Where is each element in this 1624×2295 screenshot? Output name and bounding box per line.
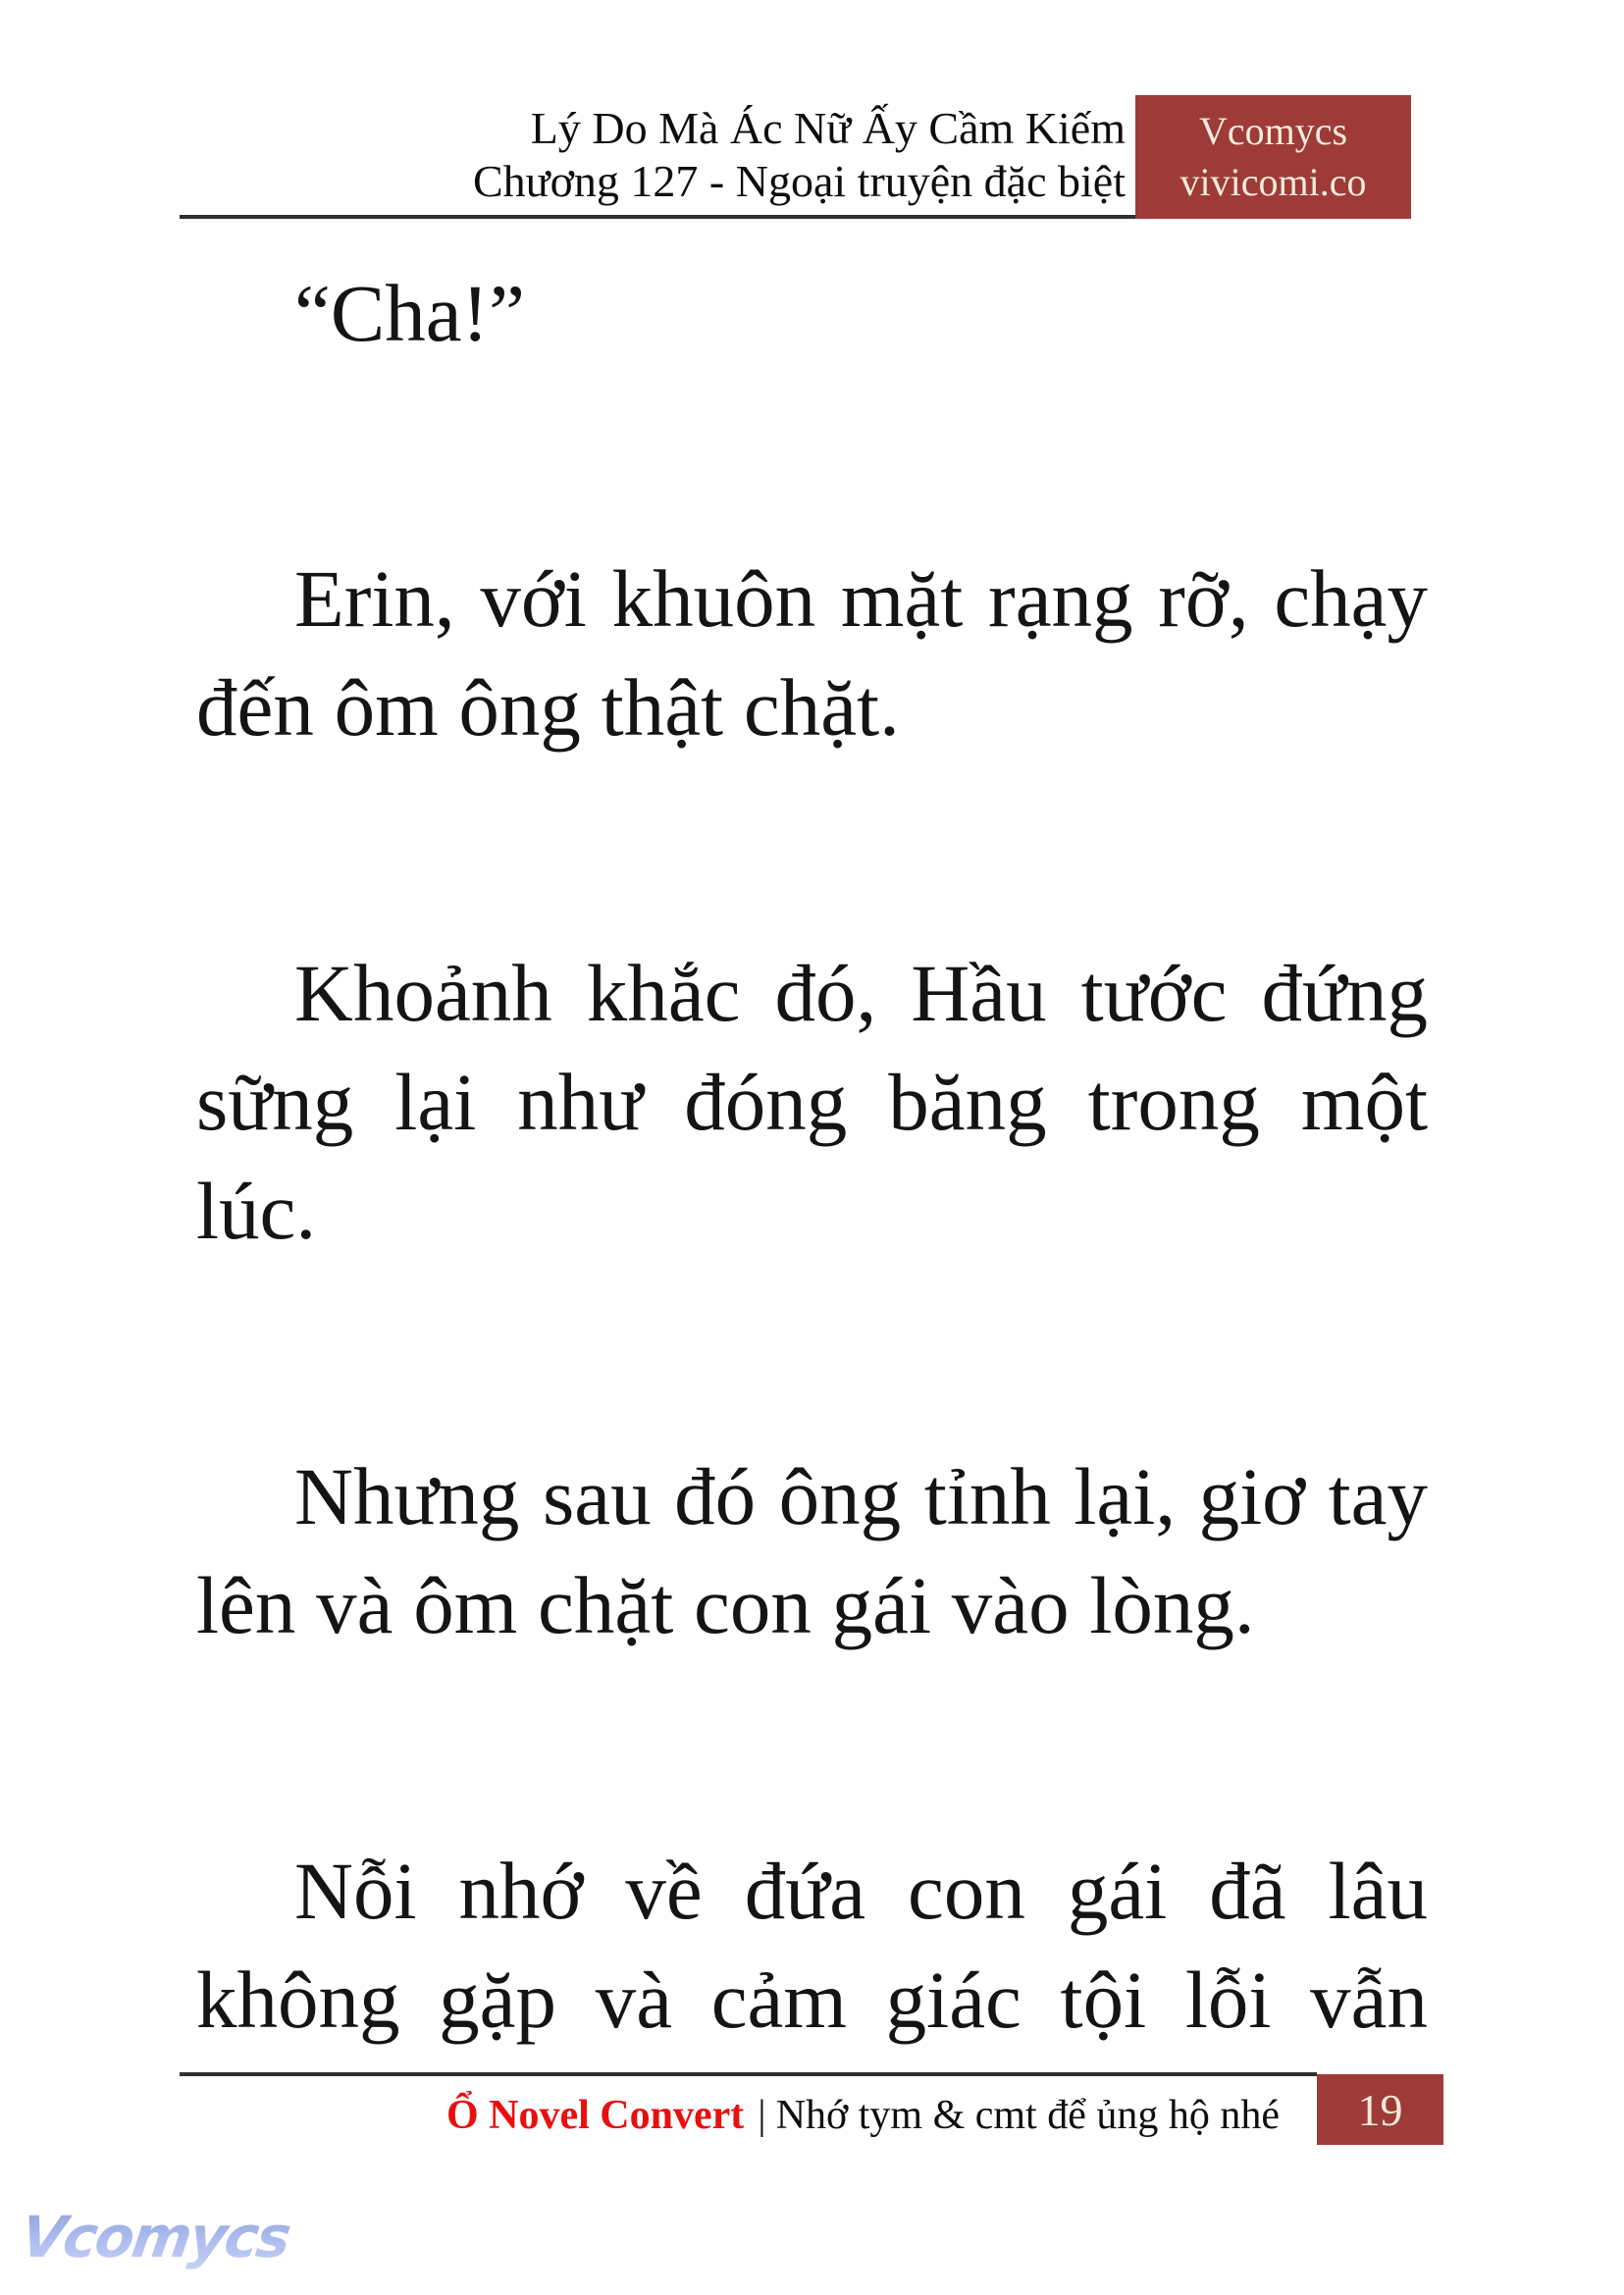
text-line: Nhưng sau đó ông tỉnh lại, giơ tay [294,1451,1428,1541]
chapter-title: Chương 127 - Ngoại truyện đặc biệt [472,156,1126,206]
vcomycs-watermark-logo: Vcomycs [17,2204,294,2270]
page-number-badge [1317,2074,1443,2145]
page-number: 19 [1357,2084,1403,2135]
text-line: lên và ôm chặt con gái vào lòng. [196,1560,1255,1650]
footer-brand: Ổ Novel Convert [445,2093,745,2138]
text-line: lúc. [196,1166,317,1256]
novel-title: Lý Do Mà Ác Nữ Ấy Cầm Kiếm [530,103,1126,153]
paragraph [196,939,1428,1266]
brand-name: Vcomycs [1198,109,1348,153]
header-title-block [473,102,1126,208]
brand-site: vivicomi.co [1179,160,1367,204]
text-line: Erin, với khuôn mặt rạng rỡ, chạy [294,553,1428,644]
paragraph [196,259,1428,368]
text-line: đến ôm ông thật chặt. [196,662,900,753]
text-line: không gặp và cảm giác tội lỗi vẫn [196,1955,1428,2045]
paragraph [196,1442,1428,1660]
brand-box [1135,95,1411,219]
footer-text [180,2086,1297,2145]
text-line: Khoảnh khắc đó, Hầu tước đứng [294,948,1428,1038]
paragraph [196,545,1428,762]
text-line: “Cha!” [294,268,526,358]
footer-separator: | [758,2093,766,2138]
text-line: Nỗi nhớ về đứa con gái đã lâu [294,1846,1428,1936]
paragraph [196,1837,1428,2055]
footer-divider [180,2072,1317,2076]
footer-note: Nhớ tym & cmt để ủng hộ nhé [775,2093,1280,2138]
page-body [196,259,1428,2055]
text-line: sững lại như đóng băng trong một [196,1057,1428,1147]
